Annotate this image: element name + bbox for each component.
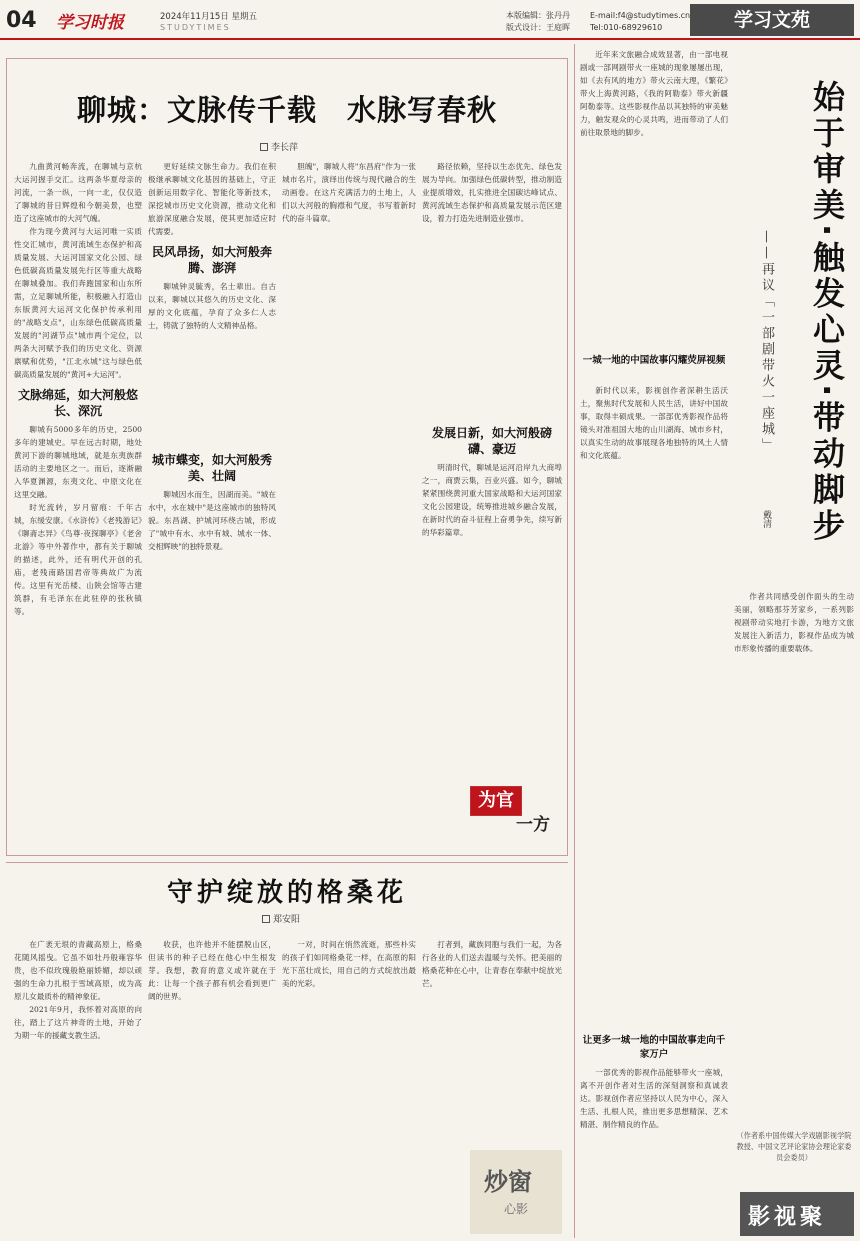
paragraph: 胆魄"，聊城人将"东昌府"作为一张城市名片，演绎出传统与现代融合的生动画卷。在这片充满活力的土地上，人们以大河般的胸襟和气度，书写着新时代的奋斗篇章。 <box>282 162 416 223</box>
editor-line: 本版编辑：张丹丹 <box>506 11 570 20</box>
author-name: 李长萍 <box>271 143 299 153</box>
article-drama-author <box>760 510 773 550</box>
column-logo-main: 炒窗 <box>484 1167 532 1196</box>
paragraph: 聊城钟灵毓秀，名士辈出。自古以来，聊城以其悠久的历史文化、深厚的文化底蕴，孕育了众多仁人志士，铸就了独特的人文精神品格。 <box>148 282 276 330</box>
paragraph: 作为现今黄河与大运河唯一实质性交汇城市，黄河流域生态保护和高质量发展、大运河国家文化公园、绿色低碳高质量发展先行区等重大战略在聊城叠加。我们奔跑国家和山东所需，立足聊城所能，积极融入打造山东版黄河大运河文化保护传承利用的"战略支点"，山东绿色低碳高质量发展的"河湖节点"城市两个定位，以两条大河赋予我们的历史文化、资源禀赋和优势，"江北水城"这与绿色低碳高质量发展的"黄河+大运河"。 <box>14 227 142 379</box>
author-name: 戴清 <box>761 510 771 528</box>
column-logo-main: 为官 <box>470 786 522 816</box>
column-logo-weiguanyifang <box>470 780 562 848</box>
liaocheng-col-4 <box>422 160 562 680</box>
paragraph: 一对，时间在悄然流逝，那些朴实的孩子们如同格桑花一样，在高原的阳光下茁壮成长，用自己的方式绽放出最美的光彩。 <box>282 940 416 988</box>
author-box-icon <box>262 915 270 923</box>
proof-line: 版式设计：王庭晖 <box>506 23 570 32</box>
author-box-icon <box>260 143 268 151</box>
page-number: 04 <box>6 8 37 33</box>
paragraph: 时光流转，岁月留痕：千年古城，东缓安康。《水浒传》《老残游记》《聊斋志异》《鸟尊·夜探聊亭》《老舍北游》等中外著作中，都有关于聊城的描述，此外，还有明代开创的孔庙，老残南路国君帝等典故广为流传。这里有光岳楼、山陕会馆等古建筑群，有毛泽东在此驻停的张秋镇等。 <box>14 503 142 616</box>
paragraph: 路径依赖，坚持以生态优先、绿色发展为导向。加强绿色低碳转型，推动制造业提质增效，扎实推进全国碳达峰试点、黄河流域生态保护和高质量发展示范区建设，着力打造先进制造业强市。 <box>422 162 562 223</box>
drama-subhead-1: 一城一地的中国故事闪耀荧屏视频 <box>582 355 726 366</box>
drama-subhead-2: 让更多一城一地的中国故事走向千家万户 <box>582 1035 726 1060</box>
liaocheng-subhead-2: 民风昂扬，如大河般奔腾、澎湃 <box>151 245 272 275</box>
tel: Tel:010-68929610 <box>590 23 663 32</box>
gesang-col-4 <box>422 938 562 1138</box>
liaocheng-subhead-3: 城市蝶变，如大河般秀美、壮阔 <box>151 453 272 483</box>
article-drama-subtitle: ——再议「一部剧带火一座城」 <box>759 230 774 454</box>
author-name: 郑安阳 <box>273 915 301 925</box>
paragraph: 明清时代，聊城是运河沿岸九大商埠之一，商贾云集，百业兴盛。如今，聊城紧紧围绕黄河重大国家战略和大运河国家文化公园建设，统筹推进城乡融合发展，在新时代的奋斗征程上奋勇争先，续写新的华彩篇章。 <box>422 463 562 537</box>
paragraph: 作者共同感受创作面头的生动美丽，领略那芬芳家乡，一系列影视剧带动实地打卡游，为地方文旅发展注入新活力，影视作品成为城市形象传播的重要载体。 <box>734 592 854 653</box>
right-column-divider <box>574 44 575 1238</box>
paragraph: 收获，也许他并不能摆脱山区，但读书的种子已经在他心中生根发芽。我想，教育的意义或许就在于此：让每一个孩子都有机会看到更广阔的世界。 <box>148 940 276 1001</box>
paragraph: 聊城有5000多年的历史，2500多年的建城史。早在远古时期，地处黄河下游的聊城地域，就是东夷族群活动的主要地区之一。而后，逐渐融入华夏渊源，东夷文化、中原文化在这里交融。 <box>14 425 142 499</box>
column-logo-text: 影视聚 <box>748 1204 827 1230</box>
paragraph: 新时代以来，影视创作者深耕生活沃土，聚焦时代发展和人民生活，讲好中国故事，取得丰硕成果。一部部优秀影视作品将镜头对准祖国大地的山川湖海、城市乡村，以真实生动的故事展现各地独特的风土人情和文化底蕴。 <box>580 386 728 460</box>
email: E-mail:f4@studytimes.cn <box>590 11 691 20</box>
paragraph: 近年来文旅融合成效显著，由一部电视剧或一部网剧带火一座城的现象屡屡出现，如《去有风的地方》带火云南大理，《繁花》带火上海黄河路，《我的阿勒泰》带火新疆阿勒泰等。这些影视作品以其独特的审美魅力，触发观众的心灵共鸣，进而带动了人们前往取景地的脚步。 <box>580 50 728 137</box>
liaocheng-subhead-4: 发展日新，如大河般磅礴、豪迈 <box>431 426 552 456</box>
paragraph: 更好延续文脉生命力。我们在积极继承聊城文化基因的基础上，守正创新运用数字化、智能化等新技术，深挖城市历史文化资源，推动文化和旅游深度融合发展，使其更加适应时代需要。 <box>148 162 276 236</box>
header-rule <box>0 38 860 40</box>
paper-logo: 学习时报 <box>56 13 124 33</box>
drama-col-end <box>580 1066 728 1236</box>
article-drama-title: 始于审美·触发心灵·带动脚步 <box>808 80 846 545</box>
drama-col-mid <box>580 384 728 644</box>
liaocheng-col-3 <box>282 160 416 850</box>
column-logo-sub: 一方 <box>516 815 550 835</box>
gesang-col-3 <box>282 938 416 1234</box>
paragraph: 在广袤无垠的青藏高原上，格桑花随风摇曳。它虽不如牡丹般雍容华贵，也不似玫瑰般艳丽娇媚，却以顽强的生命力扎根于雪域高原，成为高原儿女最质朴的精神象征。 <box>14 940 142 1001</box>
gesang-col-2 <box>148 938 276 1234</box>
drama-author-note: （作者系中国传媒大学戏剧影视学院教授、中国文艺评论家协会理论家委员会委员） <box>736 1131 852 1162</box>
liaocheng-subhead-1: 文脉绵延，如大河般悠长、深沉 <box>17 388 138 418</box>
article-liaocheng-author <box>260 140 298 153</box>
paper-english-name: STUDYTIMES <box>160 23 231 32</box>
column-logo-sub: 心影 <box>504 1202 529 1216</box>
editor-info <box>506 10 570 34</box>
divider-line <box>6 862 568 863</box>
paragraph: 2021年9月，我怀着对高原的向往，踏上了这片神奇的土地，开始了为期一年的援藏支教生活。 <box>14 1005 142 1040</box>
paragraph: 九曲黄河畅奔流，在聊城与京杭大运河握手交汇。这两条华夏母亲的河流，一条一纵，一向一北，仅仅造了聊城的昔日辉煌和今朝美景，也塑造了这座城市的大河气魄。 <box>14 162 142 223</box>
contact-info <box>590 10 690 34</box>
section-label: 学习文苑 <box>690 4 854 36</box>
column-logo-yingshiju <box>740 1192 854 1236</box>
liaocheng-col-2 <box>148 160 276 850</box>
column-logo-chaochuang <box>470 1150 562 1234</box>
drama-col-top <box>580 48 728 338</box>
issue-date: 2024年11月15日 星期五 <box>160 12 257 22</box>
paragraph: 一部优秀的影视作品能够带火一座城，离不开创作者对生活的深刻洞察和真诚表达。影视创作者应坚持以人民为中心，深入生活、扎根人民，推出更多思想精深、艺术精湛、制作精良的作品。 <box>580 1068 728 1129</box>
gesang-col-1 <box>14 938 142 1234</box>
article-liaocheng-title: 聊城：文脉传千载 水脉写春秋 <box>76 93 497 127</box>
article-gesang-author <box>262 912 300 925</box>
paragraph: 打者到，藏族同胞与我们一起，为各行各业的人们送去温暖与关怀。把美丽的格桑花种在心中，让青春在奉献中绽放光芒。 <box>422 940 562 988</box>
drama-col-mid-2 <box>734 590 854 780</box>
liaocheng-col-1 <box>14 160 142 850</box>
paragraph: 聊城因水而生，因湖而美。"城在水中，水在城中"是这座城市的独特风貌。东昌湖、护城河环绕古城，形成了"城中有水、水中有城、城水一体、交相辉映"的独特景观。 <box>148 490 276 551</box>
article-gesang-title: 守护绽放的格桑花 <box>166 878 407 908</box>
